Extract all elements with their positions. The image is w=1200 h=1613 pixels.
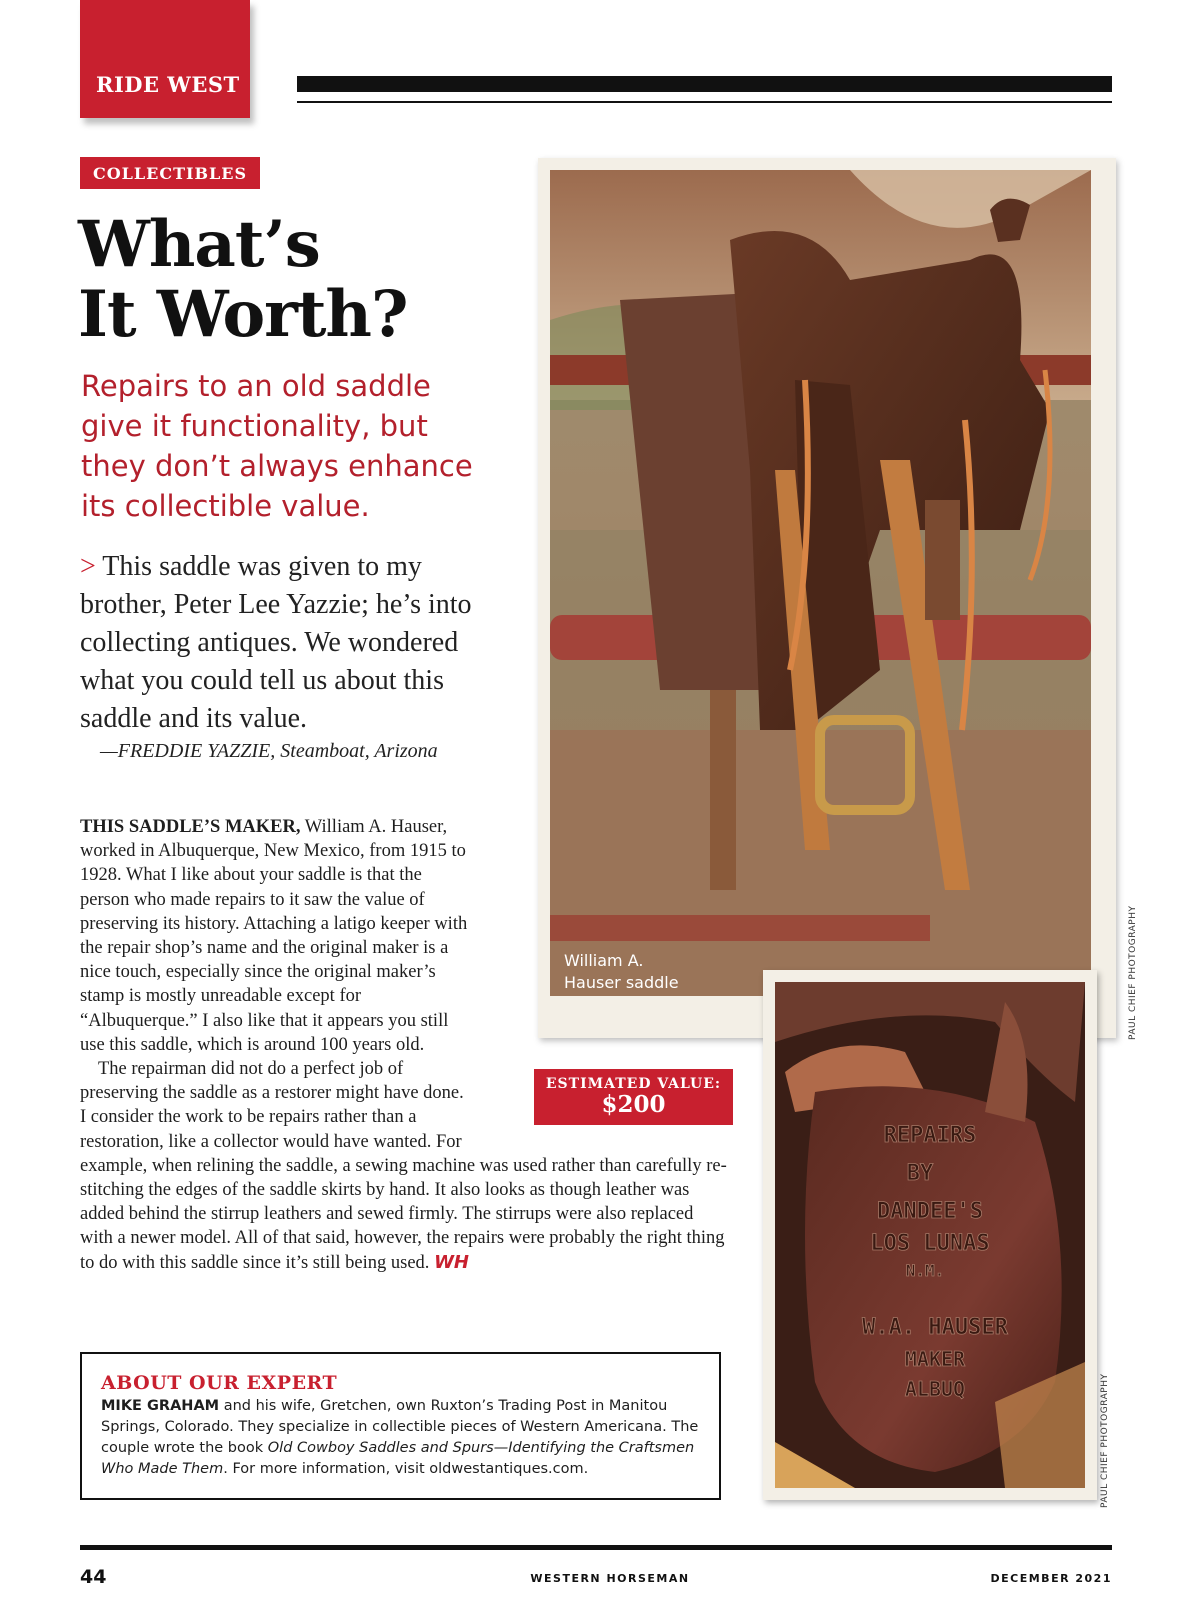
svg-text:BY: BY xyxy=(906,1161,934,1186)
expert-text-1: and his wife, Gretchen, own Ruxton’s Trading Post in Manitou Springs, Colorado. They specialize in collectible pieces of Western Americana. The couple wrote the book xyxy=(101,1398,699,1456)
issue-date: DECEMBER 2021 xyxy=(990,1572,1112,1585)
headline xyxy=(78,207,518,352)
value-amount: $200 xyxy=(601,1091,666,1118)
publication-name: WESTERN HORSEMAN xyxy=(530,1572,690,1585)
expert-box xyxy=(80,1352,721,1500)
expert-text-2: . For more information, visit oldwestantiques.com. xyxy=(223,1461,589,1477)
caption-line-1: William A. xyxy=(564,951,644,970)
svg-text:DANDEE'S: DANDEE'S xyxy=(877,1199,983,1224)
svg-text:N.M.: N.M. xyxy=(905,1261,945,1280)
body-paragraph-1-text: William A. Hauser, worked in Albuquerque, New Mexico, from 1915 to 1928. What I like about your saddle is that the person who made repairs to it saw the value of preserving its history. Attaching a latigo keeper with the repair shop’s name and the original maker is a nice touch, especially since the original maker’s stamp is mostly unreadable except for “Albuquerque.” I also like that it appears you still use this saddle, which is around 100 years old. xyxy=(80,817,468,1055)
saddle-photo xyxy=(550,170,1091,996)
svg-text:ALBUQ: ALBUQ xyxy=(904,1377,966,1401)
letter-text: This saddle was given to my brother, Peter Lee Yazzie; he’s into collecting antiques. We wondered what you could tell us about this saddle and its value. xyxy=(80,551,472,734)
svg-text:LOS LUNAS: LOS LUNAS xyxy=(870,1231,990,1256)
letter-signature: —FREDDIE YAZZIE, Steamboat, Arizona xyxy=(100,740,438,762)
kicker-badge: COLLECTIBLES xyxy=(80,157,260,189)
reader-letter xyxy=(80,548,500,738)
expert-bio xyxy=(101,1396,701,1480)
main-photo-caption xyxy=(564,950,764,994)
header-rule-thick xyxy=(297,76,1112,92)
main-photo-credit: PAUL CHIEF PHOTOGRAPHY xyxy=(1128,905,1138,1040)
expert-name: MIKE GRAHAM xyxy=(101,1398,220,1414)
caption-line-2: Hauser saddle xyxy=(564,973,679,992)
body-lead-in: THIS SADDLE’S MAKER, xyxy=(80,817,301,837)
end-mark-logo: WH xyxy=(434,1251,469,1273)
dek: Repairs to an old saddle give it functionality, but they don’t always enhance its collectible value. xyxy=(81,369,473,523)
headline-line-1: What’s xyxy=(78,207,320,282)
footer-rule xyxy=(80,1545,1112,1550)
svg-text:MAKER: MAKER xyxy=(904,1347,966,1371)
svg-text:W.A. HAUSER: W.A. HAUSER xyxy=(862,1315,1008,1340)
section-tab xyxy=(80,0,250,118)
letter-marker: > xyxy=(80,551,96,582)
value-label: ESTIMATED VALUE: xyxy=(545,1076,722,1092)
inset-photo-credit: PAUL CHIEF PHOTOGRAPHY xyxy=(1100,1373,1110,1508)
estimated-value-badge xyxy=(534,1069,733,1125)
section-label: RIDE WEST xyxy=(96,72,240,97)
expert-book-title: Old Cowboy Saddles and Spurs—Identifying the Craftsmen Who Made Them xyxy=(101,1440,695,1477)
header-rule-thin xyxy=(297,101,1112,103)
expert-title: ABOUT OUR EXPERT xyxy=(101,1372,338,1394)
headline-line-2: It Worth? xyxy=(78,277,408,352)
body-paragraph-2-text: The repairman did not do a perfect job of preserving the saddle as a restorer might have done. I consider the work to be repairs rather than a restoration, like a collector would have wanted. For example, when relining the saddle, a sewing machine was used rather than carefully re-stitching the edges of the saddle skirts by hand. It also looks as though leather was added behind the stirrup leathers and sewed firmly. The stirrups were also replaced with a newer model. All of that said, however, the repairs were probably the right thing to do with this saddle since it’s still being used. xyxy=(80,1059,727,1273)
inset-photo-frame xyxy=(763,970,1097,1500)
main-photo-frame xyxy=(538,158,1116,1038)
svg-text:REPAIRS: REPAIRS xyxy=(883,1123,977,1148)
page-number: 44 xyxy=(80,1566,107,1588)
stamp-photo xyxy=(775,982,1085,1488)
